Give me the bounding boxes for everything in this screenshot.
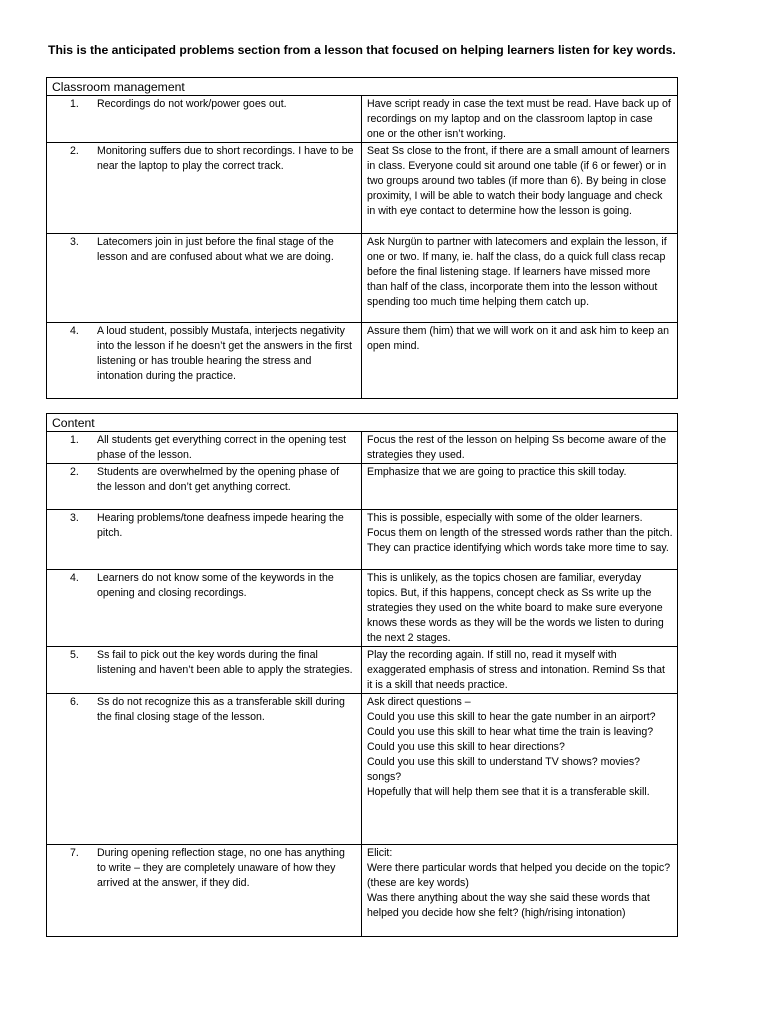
solution-cell [362,570,678,647]
solution-text: This is unlikely, as the topics chosen are familiar, everyday topics. But, if this happens, concept check as Ss write up the strategies they used on the white board to make sure everyone knows these words as they will be the words we listen to during the next 2 stages. [367,572,664,644]
table-row [47,845,678,937]
problem-cell [47,234,362,323]
solution-text: Seat Ss close to the front, if there are a small amount of learners in class. Everyone could sit around one table (if 6 or fewer) or in two groups around two tables (if more than 6). By being in close proximity, I will be able to watch their body language and check in with eye contact to determine how the lesson is going. [367,145,670,217]
row-number: 4. [70,325,79,337]
solution-cell [362,694,678,845]
solution-cell [362,647,678,694]
table-row [47,647,678,694]
problem-text: Students are overwhelmed by the opening phase of the lesson and don’t get anything correct. [97,466,340,493]
solution-line: Was there anything about the way she said these words that helped you decide how she felt? (high/rising intonation) [367,892,650,919]
table-row [47,234,678,323]
problem-cell [47,647,362,694]
table-row [47,464,678,510]
table-row [47,510,678,570]
classroom-management-table [46,77,678,399]
row-number: 1. [70,98,79,110]
row-number: 7. [70,847,79,859]
solution-line: Elicit: [367,847,393,859]
solution-line: Could you use this skill to understand TV shows? movies? songs? [367,756,641,783]
problem-text: A loud student, possibly Mustafa, interjects negativity into the lesson if he doesn’t get the answers in the first listening or has trouble hearing the stress and intonation during the practice. [97,325,352,382]
problem-cell [47,323,362,399]
row-number: 2. [70,466,79,478]
content-table [46,413,678,937]
row-number: 1. [70,434,79,446]
solution-line: Ask direct questions – [367,696,471,708]
table-row [47,694,678,845]
problem-text: During opening reflection stage, no one has anything to write – they are completely unaware of how they arrived at the answer, if they did. [97,847,345,889]
solution-line: Could you use this skill to hear what time the train is leaving? [367,726,654,738]
problem-cell [47,464,362,510]
problem-text: Monitoring suffers due to short recordings. I have to be near the laptop to play the correct track. [97,145,354,172]
problem-text: Latecomers join in just before the final stage of the lesson and are confused about what we are doing. [97,236,334,263]
row-number: 3. [70,512,79,524]
problem-text: Learners do not know some of the keywords in the opening and closing recordings. [97,572,334,599]
solution-text: Have script ready in case the text must be read. Have back up of recordings on my laptop and on the classroom laptop in case one or the other isn’t working. [367,98,671,140]
problem-cell [47,432,362,464]
solution-line: Were there particular words that helped you decide on the topic? (these are key words) [367,862,671,889]
problem-cell [47,694,362,845]
problem-cell [47,510,362,570]
solution-cell [362,464,678,510]
table-row [47,570,678,647]
problem-text: Ss do not recognize this as a transferable skill during the final closing stage of the lesson. [97,696,345,723]
solution-cell [362,510,678,570]
solution-line: Hopefully that will help them see that it is a transferable skill. [367,786,650,798]
intro-text: This is the anticipated problems section from a lesson that focused on helping learners listen for key words. [48,43,676,57]
problem-text: All students get everything correct in the opening test phase of the lesson. [97,434,347,461]
table-row [47,143,678,234]
row-number: 3. [70,236,79,248]
solution-cell [362,432,678,464]
problem-cell [47,143,362,234]
section-heading: Content [47,414,678,432]
solution-text: Assure them (him) that we will work on it and ask him to keep an open mind. [367,325,670,352]
problem-cell [47,96,362,143]
table-row [47,323,678,399]
solution-cell [362,323,678,399]
problem-cell [47,845,362,937]
section-header-row [47,414,678,432]
solution-line: Could you use this skill to hear the gate number in an airport? [367,711,656,723]
solution-text: Focus the rest of the lesson on helping Ss become aware of the strategies they used. [367,434,667,461]
row-number: 6. [70,696,79,708]
solution-cell [362,234,678,323]
solution-text: Play the recording again. If still no, read it myself with exaggerated emphasis of stress and intonation. Remind Ss that it is a skill that needs practice. [367,649,665,691]
solution-cell [362,96,678,143]
problem-text: Recordings do not work/power goes out. [97,98,287,110]
solution-line: Could you use this skill to hear directions? [367,741,565,753]
row-number: 4. [70,572,79,584]
problem-cell [47,570,362,647]
solution-text: This is possible, especially with some of the older learners. Focus them on length of the stressed words rather than the pitch. They can practice identifying which words take more time to say. [367,512,673,554]
row-number: 2. [70,145,79,157]
solution-text: Ask Nurgün to partner with latecomers and explain the lesson, if one or two. If many, ie. half the class, do a quick full class recap before the final listening stage. If learners have missed more than half of the class, incorporate them into the lesson without spending too much time helping them catch up. [367,236,667,308]
solution-cell [362,143,678,234]
row-number: 5. [70,649,79,661]
table-row [47,96,678,143]
solution-text: Emphasize that we are going to practice this skill today. [367,466,627,478]
problem-text: Hearing problems/tone deafness impede hearing the pitch. [97,512,344,539]
section-heading: Classroom management [47,78,678,96]
solution-cell [362,845,678,937]
table-row [47,432,678,464]
problem-text: Ss fail to pick out the key words during the final listening and haven’t been able to apply the strategies. [97,649,353,676]
section-header-row [47,78,678,96]
